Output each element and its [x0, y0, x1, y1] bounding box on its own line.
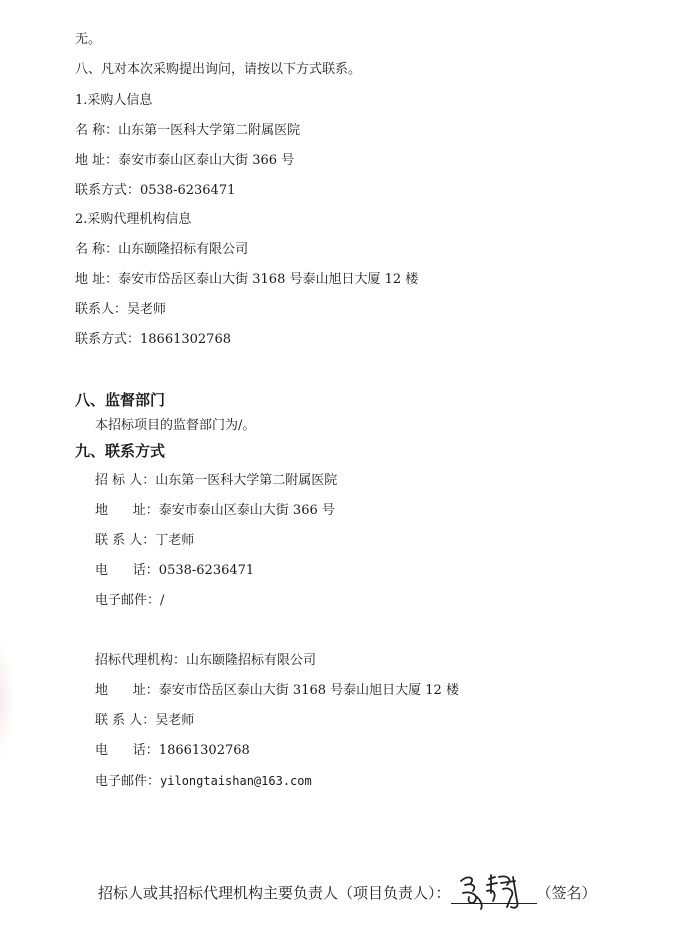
supervision-title: 八、监督部门	[75, 391, 166, 409]
tenderer-person: 丁老师	[155, 533, 195, 548]
contact-section-title: 九、联系方式	[75, 442, 166, 460]
agency-email-label: 电子邮件：	[95, 774, 161, 789]
agency-name: 名 称：山东颐隆招标有限公司	[75, 242, 249, 257]
agency-row	[95, 652, 316, 670]
agency-label: 招标代理机构：	[95, 653, 187, 668]
buyer-contact: 联系方式：0538-6236471	[75, 183, 236, 198]
tenderer-phone-row	[95, 562, 254, 580]
tenderer-address-label: 地 址：	[95, 503, 159, 518]
agency-heading: 2.采购代理机构信息	[75, 212, 192, 227]
tenderer-phone: 0538-6236471	[158, 563, 255, 578]
tenderer-value: 山东第一医科大学第二附属医院	[155, 473, 338, 488]
agency-address: 地 址：泰安市岱岳区泰山大街 3168 号泰山旭日大厦 12 楼	[75, 272, 419, 287]
text-none: 无。	[75, 32, 102, 47]
signature-suffix: （签名）	[536, 884, 597, 902]
handwritten-signature	[457, 871, 533, 911]
agency-value: 山东颐隆招标有限公司	[186, 653, 317, 668]
buyer-address: 地 址：泰安市泰山区泰山大街 366 号	[75, 153, 295, 168]
stamp-edge-mark	[0, 640, 14, 760]
tenderer-address: 泰安市泰山区泰山大街 366 号	[158, 503, 335, 518]
agency-address-label: 地 址：	[95, 683, 159, 698]
tenderer-address-row	[95, 502, 335, 520]
agency-contact: 联系方式：18661302768	[75, 332, 231, 347]
signature-label: 招标人或其招标代理机构主要负责人（项目负责人）：	[98, 884, 451, 902]
supervision-text: 本招标项目的监督部门为/。	[95, 418, 256, 433]
agency-person-row	[95, 712, 194, 730]
agency-address-row	[95, 682, 459, 700]
tenderer-email-row	[95, 592, 164, 610]
tenderer-email: /	[160, 593, 165, 608]
tenderer-email-label: 电子邮件：	[95, 593, 161, 608]
tenderer-phone-label: 电 话：	[95, 563, 159, 578]
inquiry-section-title: 八、凡对本次采购提出询问，请按以下方式联系。	[75, 62, 362, 77]
signature-field	[451, 885, 537, 904]
signature-row	[98, 882, 597, 904]
tenderer-person-row	[95, 532, 194, 550]
agency-email-value: yilongtaishan@163.com	[160, 774, 312, 788]
agency-email-row	[95, 772, 312, 791]
agency-phone-row	[95, 742, 250, 760]
tenderer-person-label: 联 系 人：	[95, 533, 156, 548]
agency-person: 联系人：吴老师	[75, 302, 167, 317]
buyer-heading: 1.采购人信息	[75, 93, 153, 108]
tenderer-label: 招 标 人：	[95, 473, 156, 488]
buyer-name: 名 称：山东第一医科大学第二附属医院	[75, 123, 301, 138]
agency-phone-value: 18661302768	[158, 743, 250, 758]
tenderer-row	[95, 472, 337, 490]
agency-phone-label: 电 话：	[95, 743, 159, 758]
agency-address-value: 泰安市岱岳区泰山大街 3168 号泰山旭日大厦 12 楼	[158, 683, 459, 698]
agency-person-label: 联 系 人：	[95, 713, 156, 728]
agency-person-value: 吴老师	[155, 713, 195, 728]
